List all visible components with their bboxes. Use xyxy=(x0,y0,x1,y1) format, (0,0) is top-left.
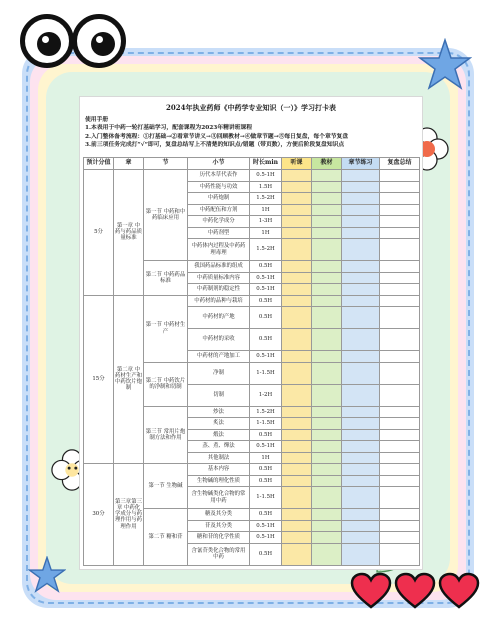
manual-line: 2.入门整体备考流程：①打基础→②看章节讲义→③回顾教材→④做章节题→⑤每日复盘，每个章节复盘 xyxy=(85,133,349,140)
review-note-cell[interactable] xyxy=(380,239,420,261)
practice-checkbox[interactable] xyxy=(342,170,380,182)
header-duration: 时长min xyxy=(250,158,282,170)
review-note-cell[interactable] xyxy=(380,295,420,307)
review-note-cell[interactable] xyxy=(380,543,420,565)
textbook-checkbox[interactable] xyxy=(312,452,342,464)
review-note-cell[interactable] xyxy=(380,429,420,441)
subsection-cell: 炙法 xyxy=(188,418,250,430)
duration-cell: 0.5H xyxy=(250,464,282,476)
subsection-cell: 煅法 xyxy=(188,429,250,441)
practice-checkbox[interactable] xyxy=(342,216,380,228)
heart-icon xyxy=(438,572,480,610)
textbook-checkbox[interactable] xyxy=(312,543,342,565)
practice-checkbox[interactable] xyxy=(342,520,380,532)
listen-checkbox[interactable] xyxy=(282,509,312,521)
section-cell: 第一节 生物碱 xyxy=(144,464,188,509)
subsection-cell: 中药材的品种与栽培 xyxy=(188,295,250,307)
table-header-row xyxy=(84,158,420,170)
practice-checkbox[interactable] xyxy=(342,193,380,205)
listen-checkbox[interactable] xyxy=(282,452,312,464)
listen-checkbox[interactable] xyxy=(282,532,312,544)
duration-cell: 1-2H xyxy=(250,384,282,406)
table-row xyxy=(84,464,420,476)
duration-cell: 0.5-1H xyxy=(250,272,282,284)
manual-title: 使用手册 xyxy=(85,117,109,123)
listen-checkbox[interactable] xyxy=(282,307,312,329)
header-chapter: 章 xyxy=(114,158,144,170)
review-note-cell[interactable] xyxy=(380,532,420,544)
section-cell: 第三节 常用片炮制方法和作用 xyxy=(144,406,188,464)
practice-checkbox[interactable] xyxy=(342,464,380,476)
header-practice: 章节练习 xyxy=(342,158,380,170)
subsection-cell: 中药性能与功效 xyxy=(188,181,250,193)
chapter-cell: 第一章 中药与药品质量标准 xyxy=(114,170,144,296)
practice-checkbox[interactable] xyxy=(342,487,380,509)
textbook-checkbox[interactable] xyxy=(312,487,342,509)
table-row xyxy=(84,170,420,182)
textbook-checkbox[interactable] xyxy=(312,239,342,261)
header-textbook: 教材 xyxy=(312,158,342,170)
duration-cell: 1.5-2H xyxy=(250,406,282,418)
listen-checkbox[interactable] xyxy=(282,216,312,228)
duration-cell: 0.5-1H xyxy=(250,170,282,182)
practice-checkbox[interactable] xyxy=(342,307,380,329)
listen-checkbox[interactable] xyxy=(282,227,312,239)
table-body xyxy=(84,170,420,566)
table-row xyxy=(84,295,420,307)
listen-checkbox[interactable] xyxy=(282,239,312,261)
textbook-checkbox[interactable] xyxy=(312,406,342,418)
practice-checkbox[interactable] xyxy=(342,384,380,406)
duration-cell: 1.5-2H xyxy=(250,239,282,261)
score-cell: 15分 xyxy=(84,295,114,464)
duration-cell: 0.5H xyxy=(250,429,282,441)
textbook-checkbox[interactable] xyxy=(312,520,342,532)
listen-checkbox[interactable] xyxy=(282,204,312,216)
listen-checkbox[interactable] xyxy=(282,441,312,453)
practice-checkbox[interactable] xyxy=(342,532,380,544)
review-note-cell[interactable] xyxy=(380,418,420,430)
practice-checkbox[interactable] xyxy=(342,227,380,239)
review-note-cell[interactable] xyxy=(380,284,420,296)
review-note-cell[interactable] xyxy=(380,441,420,453)
star-icon xyxy=(418,38,472,92)
listen-checkbox[interactable] xyxy=(282,543,312,565)
textbook-checkbox[interactable] xyxy=(312,204,342,216)
listen-checkbox[interactable] xyxy=(282,329,312,351)
textbook-checkbox[interactable] xyxy=(312,272,342,284)
practice-checkbox[interactable] xyxy=(342,543,380,565)
chapter-cell: 第二章 中药材生产和中药饮片炮制 xyxy=(114,295,144,464)
listen-checkbox[interactable] xyxy=(282,170,312,182)
score-cell: 5分 xyxy=(84,170,114,296)
sheet-title: 2024年执业药师《中药学专业知识（一）》学习打卡表 xyxy=(166,103,336,112)
subsection-cell: 历代本草代表作 xyxy=(188,170,250,182)
practice-checkbox[interactable] xyxy=(342,452,380,464)
subsection-cell: 中药材的产地加工 xyxy=(188,351,250,363)
duration-cell: 1H xyxy=(250,452,282,464)
textbook-checkbox[interactable] xyxy=(312,295,342,307)
header-listen: 听课 xyxy=(282,158,312,170)
review-note-cell[interactable] xyxy=(380,307,420,329)
checkin-sheet xyxy=(79,96,423,570)
review-note-cell[interactable] xyxy=(380,181,420,193)
practice-checkbox[interactable] xyxy=(342,295,380,307)
listen-checkbox[interactable] xyxy=(282,295,312,307)
header-score: 预计分值 xyxy=(84,158,114,170)
subsection-cell: 炒法 xyxy=(188,406,250,418)
left-eye-icon xyxy=(20,14,74,68)
listen-checkbox[interactable] xyxy=(282,272,312,284)
listen-checkbox[interactable] xyxy=(282,418,312,430)
listen-checkbox[interactable] xyxy=(282,284,312,296)
listen-checkbox[interactable] xyxy=(282,464,312,476)
textbook-checkbox[interactable] xyxy=(312,475,342,487)
star-icon xyxy=(28,556,66,594)
listen-checkbox[interactable] xyxy=(282,193,312,205)
subsection-cell: 中药质量标准内容 xyxy=(188,272,250,284)
subsection-cell: 基本内容 xyxy=(188,464,250,476)
practice-checkbox[interactable] xyxy=(342,239,380,261)
subsection-cell: 净制 xyxy=(188,362,250,384)
practice-checkbox[interactable] xyxy=(342,351,380,363)
duration-cell: 0.5H xyxy=(250,543,282,565)
practice-checkbox[interactable] xyxy=(342,284,380,296)
duration-cell: 1H xyxy=(250,227,282,239)
review-note-cell[interactable] xyxy=(380,216,420,228)
review-note-cell[interactable] xyxy=(380,272,420,284)
subsection-cell: 中药体内过程及中药药理毒理 xyxy=(188,239,250,261)
duration-cell: 1-3H xyxy=(250,216,282,228)
subsection-cell: 生物碱的理化性质 xyxy=(188,475,250,487)
practice-checkbox[interactable] xyxy=(342,475,380,487)
duration-cell: 0.5-1H xyxy=(250,441,282,453)
subsection-cell: 苷及其分类 xyxy=(188,520,250,532)
textbook-checkbox[interactable] xyxy=(312,329,342,351)
header-subsection: 小节 xyxy=(188,158,250,170)
subsection-cell: 含生物碱类化合物的常用中药 xyxy=(188,487,250,509)
review-note-cell[interactable] xyxy=(380,406,420,418)
textbook-checkbox[interactable] xyxy=(312,307,342,329)
practice-checkbox[interactable] xyxy=(342,204,380,216)
section-cell: 第二节 糖和苷 xyxy=(144,509,188,566)
review-note-cell[interactable] xyxy=(380,261,420,273)
textbook-checkbox[interactable] xyxy=(312,351,342,363)
listen-checkbox[interactable] xyxy=(282,384,312,406)
duration-cell: 0.5-1H xyxy=(250,351,282,363)
review-note-cell[interactable] xyxy=(380,193,420,205)
right-eye-icon xyxy=(72,14,126,68)
practice-checkbox[interactable] xyxy=(342,441,380,453)
textbook-checkbox[interactable] xyxy=(312,181,342,193)
subsection-cell: 切制 xyxy=(188,384,250,406)
textbook-checkbox[interactable] xyxy=(312,170,342,182)
practice-checkbox[interactable] xyxy=(342,272,380,284)
duration-cell: 0.5H xyxy=(250,307,282,329)
review-note-cell[interactable] xyxy=(380,452,420,464)
duration-cell: 0.5-1H xyxy=(250,532,282,544)
review-note-cell[interactable] xyxy=(380,384,420,406)
textbook-checkbox[interactable] xyxy=(312,509,342,521)
practice-checkbox[interactable] xyxy=(342,418,380,430)
listen-checkbox[interactable] xyxy=(282,351,312,363)
manual-line: 1.本表用于中药一轮打基础学习，配套课程为2023年精讲班课程 xyxy=(85,125,253,132)
review-note-cell[interactable] xyxy=(380,227,420,239)
review-note-cell[interactable] xyxy=(380,362,420,384)
textbook-checkbox[interactable] xyxy=(312,227,342,239)
duration-cell: 1-1.5H xyxy=(250,418,282,430)
practice-checkbox[interactable] xyxy=(342,406,380,418)
review-note-cell[interactable] xyxy=(380,329,420,351)
duration-cell: 0.5H xyxy=(250,509,282,521)
textbook-checkbox[interactable] xyxy=(312,384,342,406)
textbook-checkbox[interactable] xyxy=(312,362,342,384)
review-note-cell[interactable] xyxy=(380,351,420,363)
header-section: 节 xyxy=(144,158,188,170)
study-table xyxy=(83,157,420,566)
listen-checkbox[interactable] xyxy=(282,261,312,273)
practice-checkbox[interactable] xyxy=(342,509,380,521)
textbook-checkbox[interactable] xyxy=(312,193,342,205)
review-note-cell[interactable] xyxy=(380,475,420,487)
subsection-cell: 糖及其分类 xyxy=(188,509,250,521)
practice-checkbox[interactable] xyxy=(342,329,380,351)
duration-cell: 0.5H xyxy=(250,295,282,307)
review-note-cell[interactable] xyxy=(380,170,420,182)
listen-checkbox[interactable] xyxy=(282,362,312,384)
review-note-cell[interactable] xyxy=(380,487,420,509)
subsection-cell: 中药炮制 xyxy=(188,193,250,205)
duration-cell: 1.5H xyxy=(250,181,282,193)
textbook-checkbox[interactable] xyxy=(312,464,342,476)
textbook-checkbox[interactable] xyxy=(312,429,342,441)
score-cell: 30分 xyxy=(84,464,114,566)
section-cell: 第二节 中药饮片的净制和切制 xyxy=(144,362,188,406)
user-manual xyxy=(85,116,419,150)
section-cell: 第二节 中药药品标准 xyxy=(144,261,188,296)
subsection-cell: 含氰苷类化合物的常用中药 xyxy=(188,543,250,565)
manual-line: 3.前三项任务完成打“√”即可，复盘总结写上不清楚的知识点/错题（带页数），方便后阶段复盘知识点 xyxy=(85,142,345,149)
subsection-cell: 中药化学成分 xyxy=(188,216,250,228)
textbook-checkbox[interactable] xyxy=(312,261,342,273)
header-review: 复盘总结 xyxy=(380,158,420,170)
review-note-cell[interactable] xyxy=(380,509,420,521)
review-note-cell[interactable] xyxy=(380,520,420,532)
review-note-cell[interactable] xyxy=(380,204,420,216)
textbook-checkbox[interactable] xyxy=(312,418,342,430)
section-cell: 第一节 中药材生产 xyxy=(144,295,188,362)
subsection-cell: 中药制剂的稳定性 xyxy=(188,284,250,296)
textbook-checkbox[interactable] xyxy=(312,216,342,228)
review-note-cell[interactable] xyxy=(380,464,420,476)
practice-checkbox[interactable] xyxy=(342,261,380,273)
textbook-checkbox[interactable] xyxy=(312,532,342,544)
listen-checkbox[interactable] xyxy=(282,520,312,532)
duration-cell: 1-1.5H xyxy=(250,362,282,384)
subsection-cell: 我国药品标准的组成 xyxy=(188,261,250,273)
textbook-checkbox[interactable] xyxy=(312,441,342,453)
duration-cell: 1-1.5H xyxy=(250,487,282,509)
section-cell: 第一节 中药和中药临床应用 xyxy=(144,170,188,261)
practice-checkbox[interactable] xyxy=(342,362,380,384)
duration-cell: 1.5-2H xyxy=(250,193,282,205)
duration-cell: 0.5-1H xyxy=(250,520,282,532)
listen-checkbox[interactable] xyxy=(282,487,312,509)
heart-icon xyxy=(394,572,436,610)
subsection-cell: 中药配伍和方剂 xyxy=(188,204,250,216)
subsection-cell: 中药剂型 xyxy=(188,227,250,239)
subsection-cell: 蒸、煮、燀法 xyxy=(188,441,250,453)
duration-cell: 0.5H xyxy=(250,475,282,487)
heart-icon xyxy=(350,572,392,610)
subsection-cell: 中药材的产地 xyxy=(188,307,250,329)
textbook-checkbox[interactable] xyxy=(312,284,342,296)
listen-checkbox[interactable] xyxy=(282,475,312,487)
practice-checkbox[interactable] xyxy=(342,429,380,441)
chapter-cell: 第三章第三章 中药化学成分与药理作用与药理作用 xyxy=(114,464,144,566)
duration-cell: 0.5-1H xyxy=(250,284,282,296)
practice-checkbox[interactable] xyxy=(342,181,380,193)
duration-cell: 1H xyxy=(250,204,282,216)
listen-checkbox[interactable] xyxy=(282,429,312,441)
duration-cell: 0.5H xyxy=(250,261,282,273)
duration-cell: 0.5H xyxy=(250,329,282,351)
subsection-cell: 糖和苷的化学性质 xyxy=(188,532,250,544)
listen-checkbox[interactable] xyxy=(282,181,312,193)
subsection-cell: 其他制法 xyxy=(188,452,250,464)
subsection-cell: 中药材的采收 xyxy=(188,329,250,351)
listen-checkbox[interactable] xyxy=(282,406,312,418)
